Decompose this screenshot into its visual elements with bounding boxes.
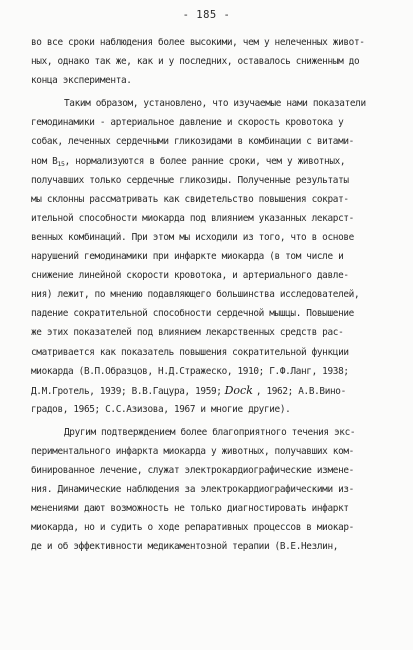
text-line: градов, 1965; С.С.Азизова, 1967 и многие другие). [31,403,291,415]
text-line: де и об эффективности медикаментозной терапии (В.Е.Незлин, [31,541,339,553]
text-line: же этих показателей под влиянием лекарственных средств рас- [31,327,344,339]
text-line [31,152,391,171]
page-number: - 185 - [182,9,231,21]
text-line: бинированное лечение, служат электрокардиографические измене- [31,465,354,477]
text-line [31,381,391,400]
text-line: нарушений гемодинамики при инфаркте миокарда (в том числе и [31,251,344,263]
text-line: периментального инфаркта миокарда у животных, получавших ком- [31,445,354,457]
text-line: ния) лежит, по мнению подавляющего большинства исследователей, [31,289,360,301]
text-line: Таким образом, установлено, что изучаемые нами показатели [64,98,366,110]
text-line: собак, леченных сердечными гликозидами в комбинации с витами- [31,136,354,148]
text-fragment: , 1962; А.В.Вино- [255,385,346,397]
text-fragment: Д.М.Гротель, 1939; В.В.Гацура, 1959; [31,385,222,397]
text-fragment: , нормализуются в более ранние сроки, чем у животных, [64,155,346,167]
text-line: миокарда, но и судить о ходе репаративных процессов в миокар- [31,522,354,534]
handwritten-name: Dock [224,383,253,397]
text-line: менениями дают возможность не только диагностировать инфаркт [31,503,349,515]
text-line: падение сократительной способности сердечной мышцы. Повышение [31,308,354,320]
text-line: во все сроки наблюдения более высокими, чем у нелеченных живот- [31,37,365,48]
vitamin-name: ном B [31,155,58,167]
text-line: ния. Динамические наблюдения за электрокардиографическими из- [31,484,354,496]
text-line: миокарда (В.П.Образцов, Н.Д.Стражеско, 1910; Г.Ф.Ланг, 1938; [31,365,349,377]
text-line: получавших только сердечные гликозиды. Полученные результаты [31,174,349,186]
text-line: Другим подтверждением более благоприятного течения экс- [64,426,356,438]
text-line: гемодинамики - артериальное давление и скорость кровотока у [31,117,344,129]
text-line: ных, однако так же, как и у последних, оставалось сниженным до [31,56,360,68]
body-text [31,33,391,557]
text-line: венных комбинаций. При этом мы исходили из того, что в основе [31,231,354,243]
vitamin-subscript: 15 [57,159,65,168]
text-line: снижение линейной скорости кровотока, и артериального давле- [31,270,349,282]
text-line: ительной способности миокарда под влиянием указанных лекарст- [31,212,354,224]
text-line: конца эксперимента. [31,75,132,87]
text-line: мы склонны рассматривать как свидетельство повышения сократ- [31,193,349,205]
text-line: сматривается как показатель повышения сократительной функции [31,346,349,358]
